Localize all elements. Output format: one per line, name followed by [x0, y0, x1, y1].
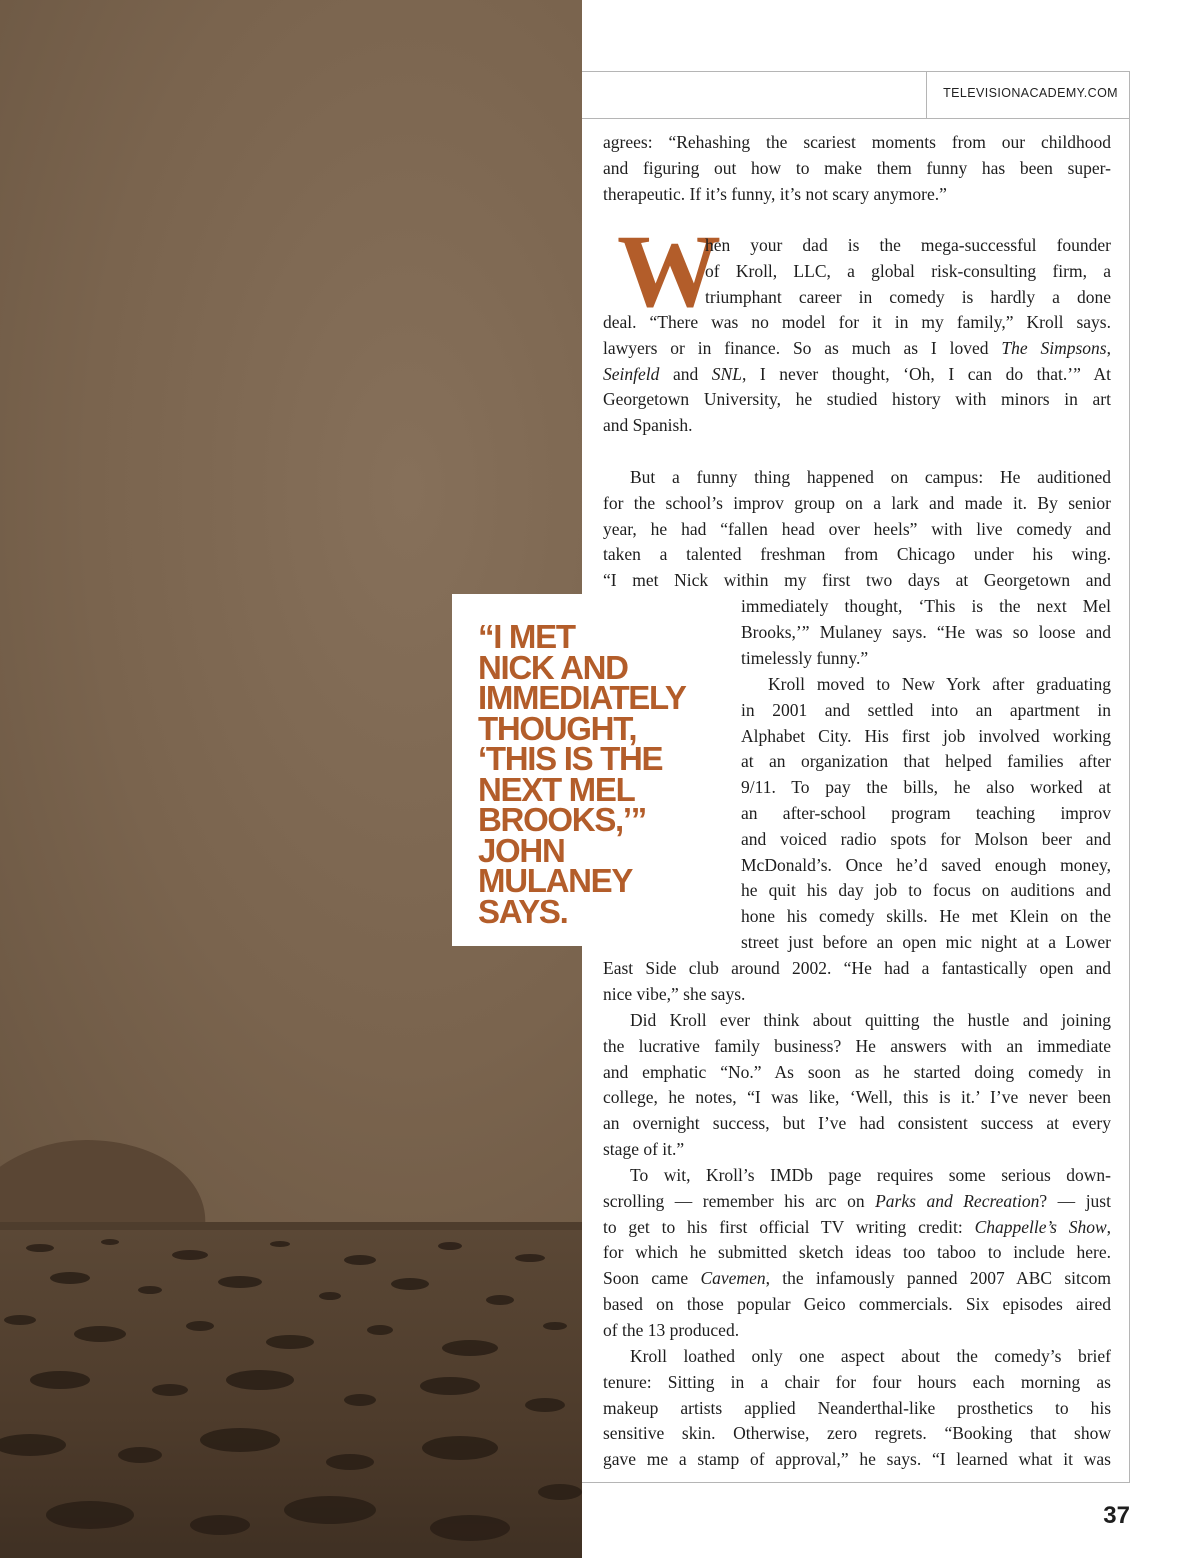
- pullquote-line: NEXT MEL: [478, 770, 635, 808]
- photo-spots: [0, 1230, 582, 1558]
- text-line: based on those popular Geico commercials. Six episodes aired: [603, 1293, 1111, 1314]
- text-line: for the school’s improv group on a lark and made it. By senior: [603, 492, 1111, 513]
- text-line: to get to his first official TV writing credit: Chappelle’s Show,: [603, 1216, 1111, 1237]
- text-line: “I met Nick within my first two days at Georgetown and: [603, 570, 1111, 591]
- photo-ground: [0, 1230, 582, 1558]
- paragraph-intro: [603, 130, 1111, 207]
- page-number: 37: [1103, 1502, 1130, 1529]
- paragraph-6: [603, 1344, 1111, 1473]
- paragraph-2-narrow: [741, 594, 1111, 671]
- pullquote-line: THOUGHT,: [478, 709, 637, 747]
- text-line: agrees: “Rehashing the scariest moments from our childhood: [603, 132, 1111, 152]
- text-line: To wit, Kroll’s IMDb page requires some serious down-: [630, 1165, 1111, 1185]
- text-line: Seinfeld and SNL, I never thought, ‘Oh, I can do that.’” At: [603, 363, 1111, 384]
- text-line: Kroll loathed only one aspect about the comedy’s brief: [630, 1346, 1111, 1366]
- text-line: McDonald’s. Once he’d saved enough money,: [741, 854, 1111, 875]
- text-line: stage of it.”: [603, 1138, 685, 1159]
- text-line: East Side club around 2002. “He had a fantastically open and: [603, 958, 1111, 978]
- text-line: Soon came Cavemen, the infamously panned 2007 ABC sitcom: [603, 1268, 1111, 1289]
- header-tick: [926, 71, 927, 118]
- pullquote-line: IMMEDIATELY: [478, 679, 686, 716]
- text-line: taken a talented freshman from Chicago under his wing.: [603, 544, 1111, 565]
- drop-cap: W: [617, 214, 721, 329]
- paragraph-2: [603, 465, 1111, 594]
- text-line: at an organization that helped families after: [741, 751, 1111, 772]
- text-line: of Kroll, LLC, a global risk-consulting firm, a: [705, 260, 1111, 281]
- text-line: street just before an open mic night at a Lower: [741, 931, 1111, 952]
- pullquote-line: MULANEY: [478, 862, 633, 899]
- text-line: Brooks,’” Mulaney says. “He was so loose and: [741, 621, 1111, 642]
- text-line: an overnight success, but I’ve had consistent success at every: [603, 1113, 1111, 1134]
- text-line: college, he notes, “I was like, ‘Well, this is it.’ I’ve never been: [603, 1087, 1111, 1108]
- header-divider: [582, 118, 1130, 119]
- pullquote-line: “I MET: [478, 618, 575, 655]
- text-line: therapeutic. If it’s funny, it’s not scary anymore.”: [603, 183, 947, 204]
- text-line: gave me a stamp of approval,” he says. “I learned what it was: [603, 1449, 1111, 1470]
- paragraph-4: [603, 1008, 1111, 1163]
- paragraph-1: [603, 310, 1111, 439]
- paragraph-5: [603, 1163, 1111, 1344]
- text-line: and Spanish.: [603, 415, 693, 436]
- text-line: nice vibe,” she says.: [603, 983, 746, 1004]
- pullquote-line: SAYS.: [478, 892, 568, 930]
- text-line: But a funny thing happened on campus: He auditioned: [630, 467, 1111, 487]
- text-line: scrolling — remember his arc on Parks and Recreation? — just: [603, 1190, 1111, 1211]
- text-line: hen your dad is the mega-successful founder: [705, 235, 1111, 255]
- pullquote-line: ‘THIS IS THE: [478, 740, 663, 777]
- text-line: he quit his day job to focus on auditions and: [741, 880, 1111, 901]
- text-line: makeup artists applied Neanderthal-like prosthetics to his: [603, 1397, 1111, 1418]
- text-line: year, he had “fallen head over heels” with live comedy and: [603, 518, 1111, 539]
- text-line: timelessly funny.”: [741, 647, 869, 668]
- pullquote-line: NICK AND: [478, 648, 628, 686]
- paragraph-3-narrow: [741, 672, 1111, 956]
- text-line: hone his comedy skills. He met Klein on the: [741, 906, 1111, 927]
- text-line: and voiced radio spots for Molson beer and: [741, 828, 1111, 849]
- text-line: deal. “There was no model for it in my family,” Kroll says.: [603, 312, 1111, 332]
- paragraph-dropcap-lines: [705, 233, 1111, 310]
- text-line: Did Kroll ever think about quitting the hustle and joining: [630, 1010, 1111, 1030]
- pullquote-line: BROOKS,’”: [478, 801, 646, 838]
- text-line: Georgetown University, he studied history with minors in art: [603, 389, 1111, 410]
- text-line: Kroll moved to New York after graduating: [768, 674, 1111, 694]
- site-name: TELEVISIONACADEMY.COM: [943, 86, 1118, 100]
- text-line: sensitive skin. Otherwise, zero regrets. “Booking that show: [603, 1423, 1111, 1444]
- text-line: in 2001 and settled into an apartment in: [741, 699, 1111, 720]
- text-line: triumphant career in comedy is hardly a done: [705, 286, 1111, 307]
- text-line: 9/11. To pay the bills, he also worked at: [741, 777, 1111, 798]
- text-line: for which he submitted sketch ideas too taboo to include here.: [603, 1242, 1111, 1263]
- text-line: immediately thought, ‘This is the next Mel: [741, 596, 1111, 616]
- text-line: Alphabet City. His first job involved working: [741, 725, 1111, 746]
- text-line: lawyers or in finance. So as much as I loved The Simpsons,: [603, 337, 1111, 358]
- paragraph-3: [603, 956, 1111, 1008]
- text-line: the lucrative family business? He answers with an immediate: [603, 1035, 1111, 1056]
- pullquote: [478, 618, 718, 930]
- pullquote-line: JOHN: [478, 831, 565, 869]
- text-line: an after-school program teaching improv: [741, 802, 1111, 823]
- text-line: tenure: Sitting in a chair for four hours each morning as: [603, 1371, 1111, 1392]
- text-line: of the 13 produced.: [603, 1319, 740, 1340]
- text-line: and figuring out how to make them funny has been super-: [603, 157, 1111, 178]
- text-line: and emphatic “No.” As soon as he started doing comedy in: [603, 1061, 1111, 1082]
